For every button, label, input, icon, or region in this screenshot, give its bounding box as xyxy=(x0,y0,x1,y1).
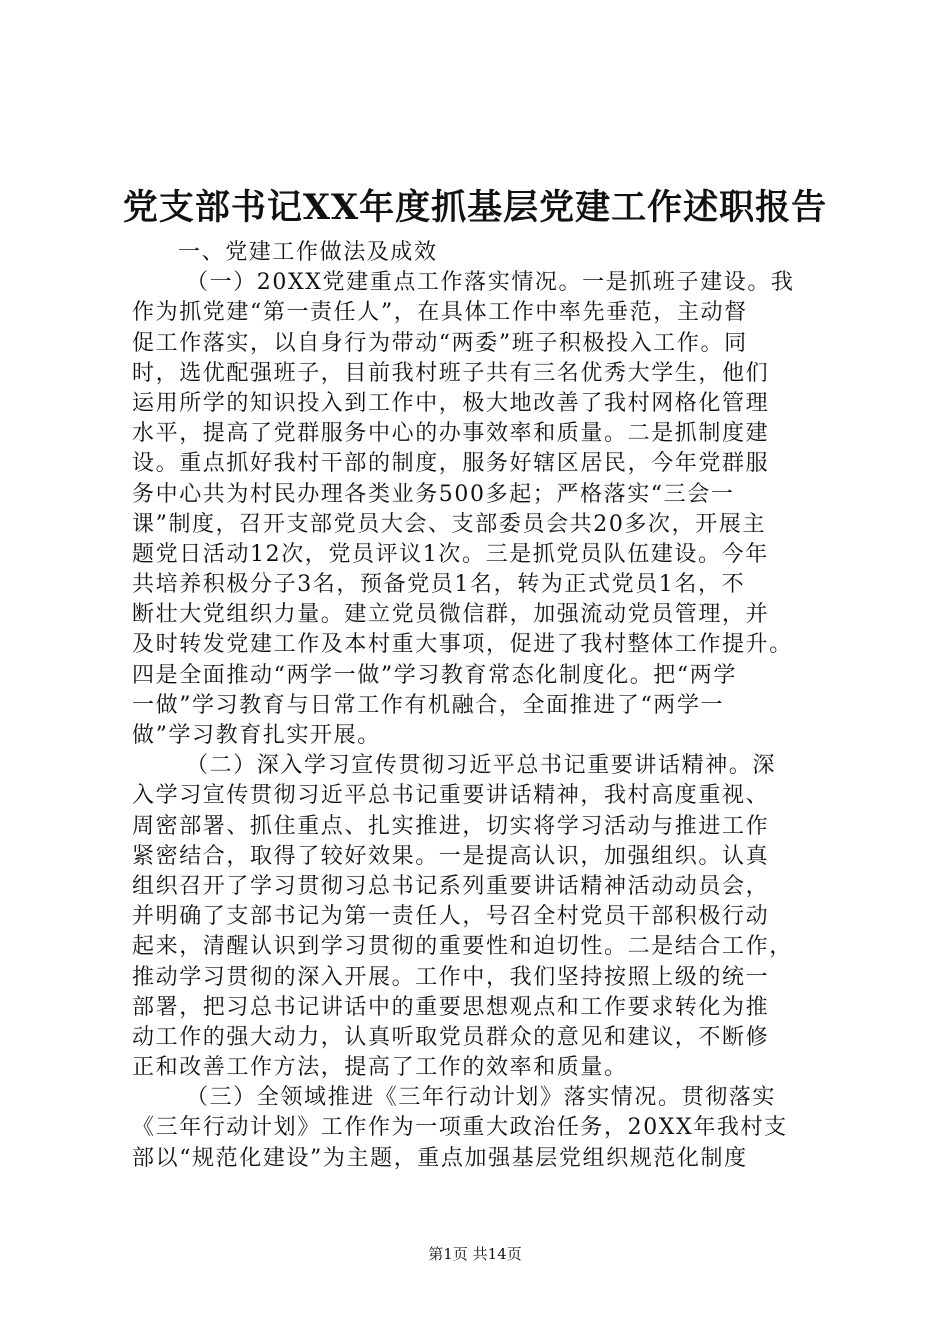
paragraph-line: 促工作落实，以自身行为带动“两委”班子积极投入工作。同 xyxy=(132,330,748,356)
paragraph-line: 部以“规范化建设”为主题，重点加强基层党组织规范化制度 xyxy=(132,1145,748,1171)
paragraph-line: 正和改善工作方法，提高了工作的效率和质量。 xyxy=(132,1055,628,1081)
paragraph-line: 运用所学的知识投入到工作中，极大地改善了我村网格化管理 xyxy=(132,390,770,416)
paragraph-line: 一做”学习教育与日常工作有机融合，全面推进了“两学一 xyxy=(132,692,725,718)
paragraph-line: 周密部署、抓住重点、扎实推进，切实将学习活动与推进工作 xyxy=(132,813,770,839)
paragraph-line: 并明确了支部书记为第一责任人，号召全村党员干部积极行动 xyxy=(132,904,770,930)
paragraph-line: 动工作的强大动力，认真听取党员群众的意见和建议，不断修 xyxy=(132,1024,770,1050)
page-footer: 第1页 共14页 xyxy=(428,1245,522,1263)
paragraph-line: 紧密结合，取得了较好效果。一是提高认识，加强组织。认真 xyxy=(132,843,770,869)
paragraph-line: 设。重点抓好我村干部的制度，服务好辖区居民，今年党群服 xyxy=(132,451,770,477)
paragraph-line: 务中心共为村民办理各类业务500多起；严格落实“三会一 xyxy=(132,481,735,507)
paragraph-line: 作为抓党建“第一责任人”，在具体工作中率先垂范，主动督 xyxy=(132,300,748,326)
paragraph-line: 起来，清醒认识到学习贯彻的重要性和迫切性。二是结合工作， xyxy=(132,934,793,960)
paragraph-line: 课”制度，召开支部党员大会、支部委员会共20多次，开展主 xyxy=(132,511,767,537)
paragraph-line: 组织召开了学习贯彻习总书记系列重要讲话精神活动动员会， xyxy=(132,873,770,899)
section-heading: 一、党建工作做法及成效 xyxy=(178,240,438,265)
document-body xyxy=(132,238,852,1174)
paragraph-line: （一）20XX党建重点工作落实情况。一是抓班子建设。我 xyxy=(186,270,795,296)
paragraph-line: 《三年行动计划》工作作为一项重大政治任务，20XX年我村支 xyxy=(132,1115,788,1141)
paragraph-line: 及时转发党建工作及本村重大事项，促进了我村整体工作提升。 xyxy=(132,632,793,658)
paragraph-line: 做”学习教育扎实开展。 xyxy=(132,723,381,748)
paragraph-line: 时，选优配强班子，目前我村班子共有三名优秀大学生，他们 xyxy=(132,360,770,386)
paragraph-line: 推动学习贯彻的深入开展。工作中，我们坚持按照上级的统一 xyxy=(132,964,770,990)
paragraph-line: （三）全领域推进《三年行动计划》落实情况。贯彻落实 xyxy=(186,1085,777,1111)
paragraph-line: 题党日活动12次，党员评议1次。三是抓党员队伍建设。今年 xyxy=(132,541,769,567)
paragraph-line: 入学习宣传贯彻习近平总书记重要讲话精神，我村高度重视、 xyxy=(132,783,770,809)
paragraph-line: 断壮大党组织力量。建立党员微信群，加强流动党员管理，并 xyxy=(132,602,770,628)
paragraph-line: 共培养积极分子3名，预备党员1名，转为正式党员1名，不 xyxy=(132,572,746,598)
document-title: 党支部书记XX年度抓基层党建工作述职报告 xyxy=(122,187,828,228)
paragraph-line: （二）深入学习宣传贯彻习近平总书记重要讲话精神。深 xyxy=(186,753,777,779)
paragraph-line: 四是全面推动“两学一做”学习教育常态化制度化。把“两学 xyxy=(132,662,737,688)
paragraph-line: 水平，提高了党群服务中心的办事效率和质量。二是抓制度建 xyxy=(132,421,770,447)
paragraph-line: 部署，把习总书记讲话中的重要思想观点和工作要求转化为推 xyxy=(132,994,770,1020)
